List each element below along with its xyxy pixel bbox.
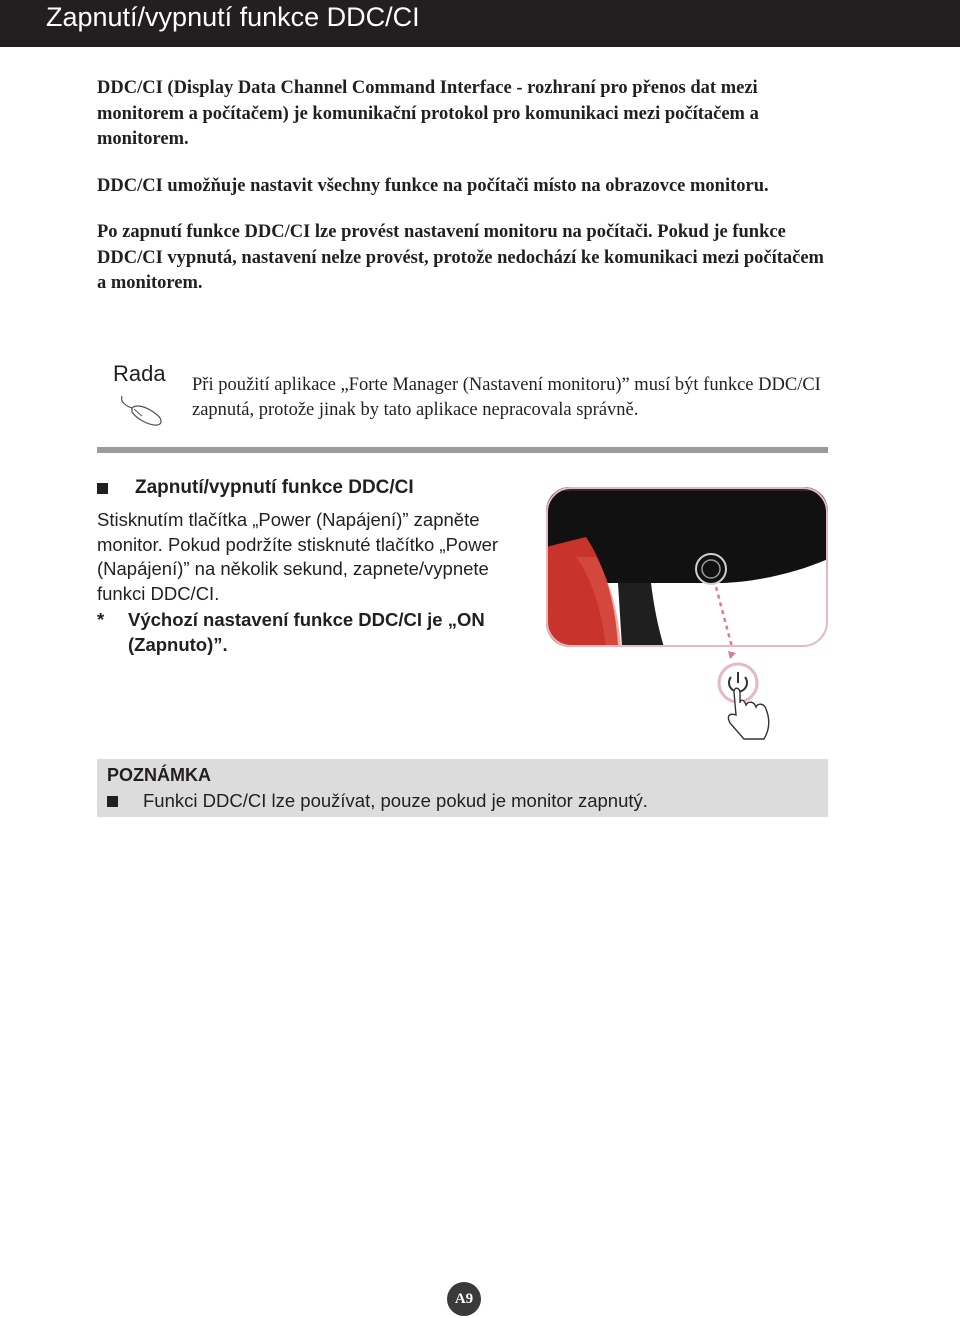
section-heading <box>97 477 414 499</box>
note-item-text: Funkci DDC/CI lze používat, pouze pokud je monitor zapnutý. <box>143 790 648 811</box>
asterisk-marker: * <box>97 609 105 630</box>
default-setting-text: Výchozí nastavení funkce DDC/CI je „ON (Zapnuto)”. <box>128 609 485 655</box>
mouse-icon <box>118 392 166 428</box>
page-title: Zapnutí/vypnutí funkce DDC/CI <box>46 2 420 32</box>
note-box <box>97 759 828 817</box>
section-heading-text: Zapnutí/vypnutí funkce DDC/CI <box>135 477 414 498</box>
note-item <box>107 790 648 812</box>
default-setting-note <box>97 607 537 657</box>
monitor-power-button-photo <box>546 487 828 742</box>
square-bullet-icon <box>97 483 108 494</box>
section-body: Stisknutím tlačítka „Power (Napájení)” zapněte monitor. Pokud podržíte stisknuté tlačítko „Power (Napájení)” na několik sekund, zapnete/vypnete funkci DDC/CI. <box>97 509 499 604</box>
intro-paragraph-1: DDC/CI (Display Data Channel Command Interface - rozhraní pro přenos dat mezi monitorem a počítačem) je komunikační protokol pro komunikaci mezi počítačem a monitorem. <box>97 78 759 149</box>
tip-label: Rada <box>113 361 166 386</box>
intro-paragraph-3: Po zapnutí funkce DDC/CI lze provést nastavení monitoru na počítači. Pokud je funkce DDC/CI vypnutá, nastavení nelze provést, protože nedochází ke komunikaci mezi počítačem a monitorem. <box>97 222 824 293</box>
page-header <box>0 0 960 47</box>
intro-text <box>97 76 837 318</box>
note-title: POZNÁMKA <box>107 765 211 785</box>
page-number-badge: A9 <box>447 1282 481 1316</box>
tip-text: Při použití aplikace „Forte Manager (Nastavení monitoru)” musí být funkce DDC/CI zapnutá, protože jinak by tato aplikace nepracovala správně. <box>192 375 821 420</box>
section-divider <box>97 447 828 453</box>
intro-paragraph-2: DDC/CI umožňuje nastavit všechny funkce na počítači místo na obrazovce monitoru. <box>97 175 769 196</box>
square-bullet-icon <box>107 796 118 807</box>
